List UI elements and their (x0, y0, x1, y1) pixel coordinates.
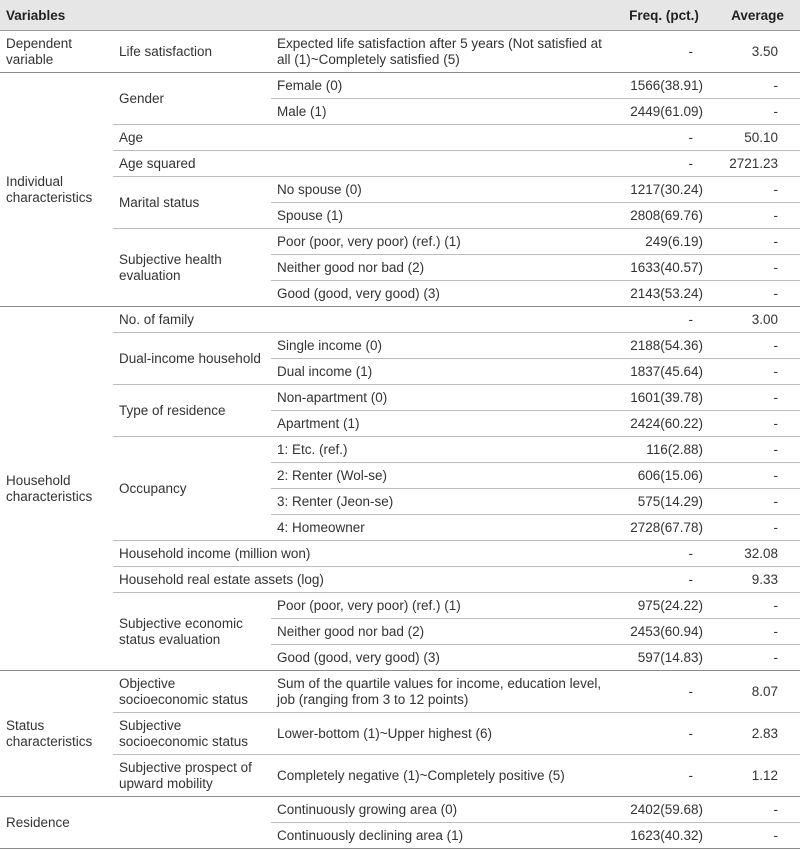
average-cell: - (715, 619, 800, 645)
average-cell: - (715, 823, 800, 849)
variable-name: Occupancy (113, 437, 271, 541)
freq-cell: 2188(54.36) (613, 333, 715, 359)
variable-name: Life satisfaction (113, 31, 271, 73)
table-row (0, 385, 800, 411)
freq-cell: 975(24.22) (613, 593, 715, 619)
category-label: Neither good nor bad (2) (271, 619, 613, 645)
category-label: 2: Renter (Wol-se) (271, 463, 613, 489)
category-label: Neither good nor bad (2) (271, 255, 613, 281)
category-label: 1: Etc. (ref.) (271, 437, 613, 463)
freq-cell: 116(2.88) (613, 437, 715, 463)
category-label: Male (1) (271, 99, 613, 125)
average-cell: - (715, 177, 800, 203)
table-row (0, 177, 800, 203)
table-row (0, 797, 800, 823)
average-cell: - (715, 99, 800, 125)
average-cell: - (715, 359, 800, 385)
category-label: Continuously growing area (0) (271, 797, 613, 823)
variable-detail: Completely negative (1)~Completely positive (5) (271, 755, 613, 797)
freq-cell: 2402(59.68) (613, 797, 715, 823)
table-row (0, 151, 800, 177)
header-freq: Freq. (pct.) (613, 0, 715, 31)
variable-detail: Sum of the quartile values for income, education level, job (ranging from 3 to 12 points) (271, 671, 613, 713)
average-cell: 2721.23 (715, 151, 800, 177)
average-cell: 32.08 (715, 541, 800, 567)
freq-cell: - (613, 31, 715, 73)
table-row (0, 307, 800, 333)
category-label: Female (0) (271, 73, 613, 99)
category-label: Dual income (1) (271, 359, 613, 385)
variable-name: Age squared (113, 151, 613, 177)
category-label: Continuously declining area (1) (271, 823, 613, 849)
variable-name: Subjective prospect of upward mobility (113, 755, 271, 797)
freq-cell: 597(14.83) (613, 645, 715, 671)
category-label: No spouse (0) (271, 177, 613, 203)
table-row (0, 567, 800, 593)
freq-cell: - (613, 671, 715, 713)
variable-name: No. of family (113, 307, 613, 333)
table-row (0, 125, 800, 151)
freq-cell: 1566(38.91) (613, 73, 715, 99)
freq-cell: 2143(53.24) (613, 281, 715, 307)
freq-cell: 2808(69.76) (613, 203, 715, 229)
variable-name: Household real estate assets (log) (113, 567, 613, 593)
category-label: Poor (poor, very poor) (ref.) (1) (271, 229, 613, 255)
freq-cell: 575(14.29) (613, 489, 715, 515)
variable-name: Type of residence (113, 385, 271, 437)
header-variables: Variables (0, 0, 613, 31)
average-cell: - (715, 255, 800, 281)
table-row (0, 541, 800, 567)
table-row (0, 593, 800, 619)
average-cell: - (715, 73, 800, 99)
variable-name: Subjective economic status evaluation (113, 593, 271, 671)
average-cell: - (715, 203, 800, 229)
variable-name: Subjective socioeconomic status (113, 713, 271, 755)
freq-cell: 1623(40.32) (613, 823, 715, 849)
table-row (0, 437, 800, 463)
average-cell: 3.00 (715, 307, 800, 333)
freq-cell: - (613, 755, 715, 797)
category-label: Single income (0) (271, 333, 613, 359)
category-label: Poor (poor, very poor) (ref.) (1) (271, 593, 613, 619)
variable-name: Age (113, 125, 613, 151)
variable-name: Gender (113, 73, 271, 125)
average-cell: - (715, 515, 800, 541)
average-cell: 9.33 (715, 567, 800, 593)
average-cell: 1.12 (715, 755, 800, 797)
freq-cell: - (613, 567, 715, 593)
average-cell: - (715, 489, 800, 515)
category-label: 4: Homeowner (271, 515, 613, 541)
average-cell: - (715, 229, 800, 255)
table-row (0, 713, 800, 755)
variable-name: Subjective health evaluation (113, 229, 271, 307)
average-cell: - (715, 797, 800, 823)
freq-cell: 1837(45.64) (613, 359, 715, 385)
average-cell: - (715, 411, 800, 437)
variable-name: Marital status (113, 177, 271, 229)
average-cell: - (715, 437, 800, 463)
variable-name: Dual-income household (113, 333, 271, 385)
average-cell: 8.07 (715, 671, 800, 713)
category-label: Apartment (1) (271, 411, 613, 437)
freq-cell: - (613, 713, 715, 755)
group-label: Household characteristics (0, 307, 113, 671)
group-label: Dependent variable (0, 31, 113, 73)
average-cell: 2.83 (715, 713, 800, 755)
freq-cell: 249(6.19) (613, 229, 715, 255)
average-cell: - (715, 593, 800, 619)
average-cell: - (715, 645, 800, 671)
variable-name: Household income (million won) (113, 541, 613, 567)
average-cell: - (715, 385, 800, 411)
freq-cell: 606(15.06) (613, 463, 715, 489)
header-row (0, 0, 800, 31)
table-row (0, 31, 800, 73)
category-label: Non-apartment (0) (271, 385, 613, 411)
average-cell: 3.50 (715, 31, 800, 73)
freq-cell: 1633(40.57) (613, 255, 715, 281)
group-label: Individual characteristics (0, 73, 113, 307)
freq-cell: 1601(39.78) (613, 385, 715, 411)
variable-name: Objective socioeconomic status (113, 671, 271, 713)
category-label: Spouse (1) (271, 203, 613, 229)
table-row (0, 73, 800, 99)
category-label: Good (good, very good) (3) (271, 645, 613, 671)
freq-cell: - (613, 125, 715, 151)
freq-cell: - (613, 307, 715, 333)
category-label: 3: Renter (Jeon-se) (271, 489, 613, 515)
average-cell: - (715, 463, 800, 489)
variable-detail: Lower-bottom (1)~Upper highest (6) (271, 713, 613, 755)
table-row (0, 229, 800, 255)
freq-cell: 2424(60.22) (613, 411, 715, 437)
table-row (0, 671, 800, 713)
table-row (0, 333, 800, 359)
average-cell: - (715, 333, 800, 359)
header-average: Average (715, 0, 800, 31)
table-row (0, 755, 800, 797)
freq-cell: 2453(60.94) (613, 619, 715, 645)
freq-cell: 2728(67.78) (613, 515, 715, 541)
freq-cell: - (613, 151, 715, 177)
average-cell: - (715, 281, 800, 307)
category-label: Good (good, very good) (3) (271, 281, 613, 307)
freq-cell: 1217(30.24) (613, 177, 715, 203)
group-label: Residence (0, 797, 271, 849)
group-label: Status characteristics (0, 671, 113, 797)
freq-cell: 2449(61.09) (613, 99, 715, 125)
freq-cell: - (613, 541, 715, 567)
variable-detail: Expected life satisfaction after 5 years (Not satisfied at all (1)~Completely satisfied (5) (271, 31, 613, 73)
average-cell: 50.10 (715, 125, 800, 151)
